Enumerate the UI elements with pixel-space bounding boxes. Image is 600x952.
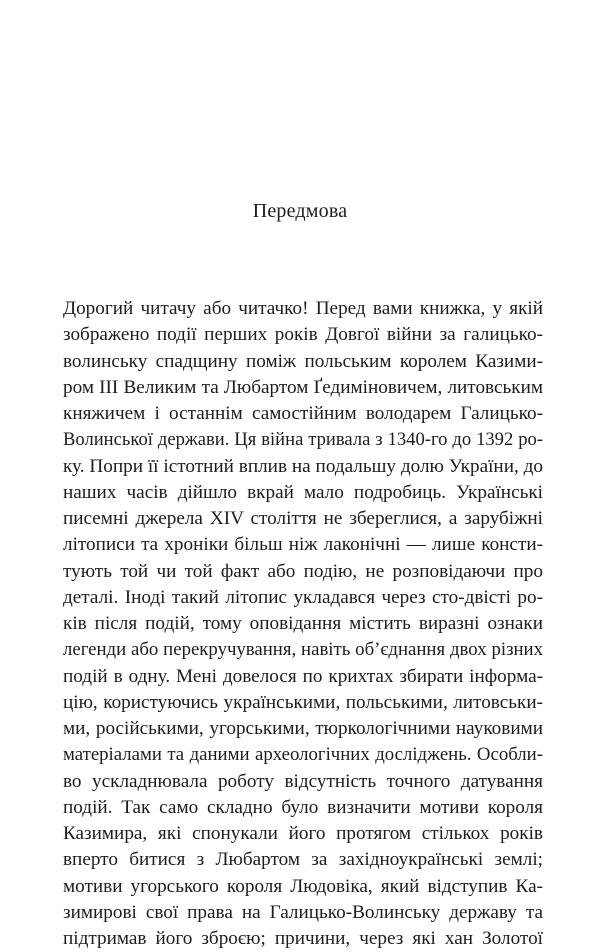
text-line: деталі. Іноді такий літопис укладався через сто-двісті ро-: [63, 586, 543, 608]
text-line: подій в одну. Мені довелося по крихтах збирати інформа-: [63, 665, 543, 687]
text-line: літописи та хроніки більш ніж лаконічні — лише консти-: [63, 534, 543, 556]
text-line: во ускладнювала роботу відсутність точного датування: [63, 770, 543, 792]
text-line: подій. Так само складно було визначити мотиви короля: [63, 796, 543, 818]
text-line: Дорогий читачу або читачко! Перед вами книжка, у якій: [63, 298, 543, 319]
text-line: княжичем і останнім самостійним володарем Галицько-: [63, 403, 543, 424]
text-line: Казимира, які спонукали його протягом стількох років: [63, 823, 543, 844]
text-line: тують той чи той факт або подію, не розповідаючи про: [63, 560, 543, 582]
text-line: писемні джерела XIV століття не збереглися, а зарубіжні: [63, 508, 543, 529]
text-line: наших часів дійшло вкрай мало подробиць. Українські: [63, 481, 543, 503]
text-line: вперто битися з Любартом за західноукраїнські землі;: [63, 849, 543, 871]
body-text: [63, 296, 543, 952]
text-line: зображено події перших років Довгої війни за галицько-: [63, 324, 543, 346]
text-line: підтримав його зброєю; причини, через які хан Золотої: [63, 928, 543, 949]
text-line: ром III Великим та Любартом Ґедиміновичем, литовським: [63, 376, 543, 398]
text-line: зимирові свої права на Галицько-Волинську державу та: [63, 901, 543, 923]
text-line: цію, користуючись українськими, польськими, литовськи-: [63, 691, 543, 713]
text-line: мотиви угорського короля Людовіка, який відступив Ка-: [63, 875, 543, 897]
text-line: ку. Попри її істотний вплив на подальшу долю України, до: [63, 455, 543, 477]
text-line: ків після подій, тому оповідання містить виразні ознаки: [63, 613, 543, 634]
text-line: Волинської держави. Ця війна тривала з 1340-го до 1392 ро-: [63, 429, 543, 451]
text-line: матеріалами та даними археологічних досліджень. Особли-: [63, 744, 543, 766]
text-line: легенди або перекручування, навіть об’єднання двох різних: [63, 639, 543, 661]
text-line: волинську спадщину поміж польським королем Казими-: [63, 350, 543, 372]
chapter-heading: Передмова: [252, 200, 348, 222]
text-line: ми, російськими, угорськими, тюркологічними науковими: [63, 718, 543, 739]
